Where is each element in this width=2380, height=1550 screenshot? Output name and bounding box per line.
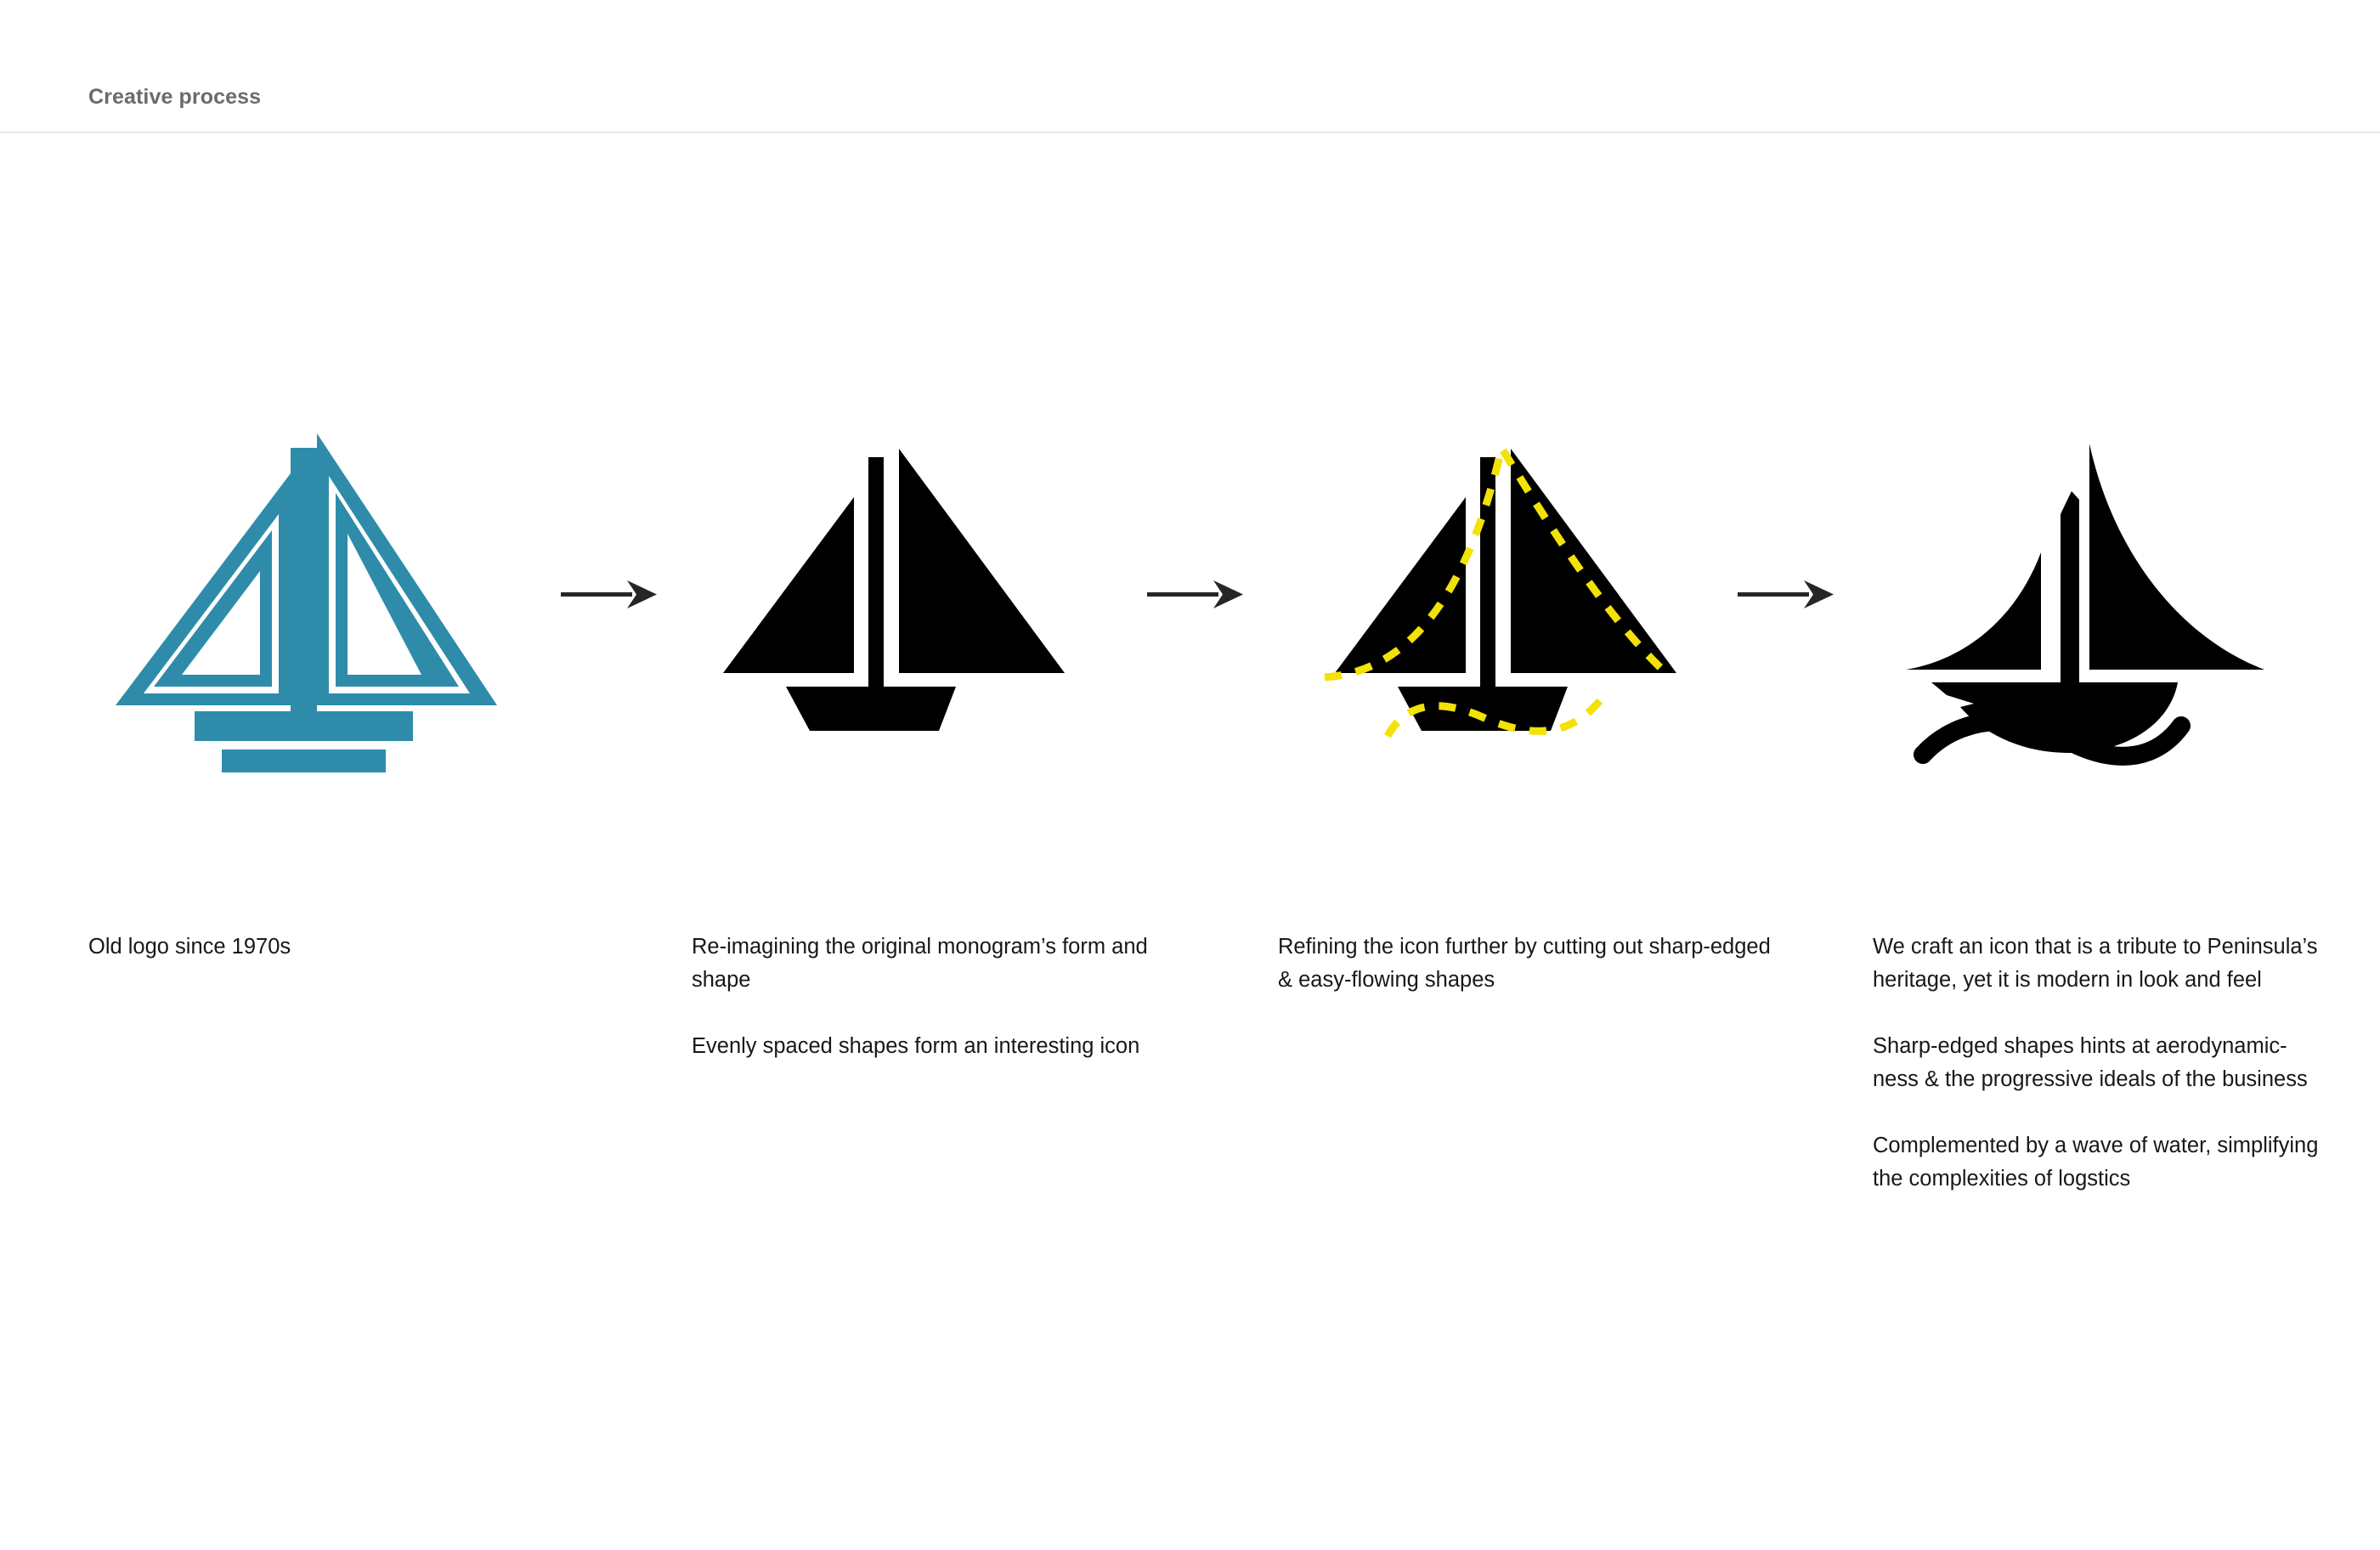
- old-peninsula-monogram-logo: [110, 425, 501, 782]
- caption-paragraph: Old logo since 1970s: [88, 935, 291, 959]
- arrow-glyph: [1738, 580, 1834, 608]
- caption-column-step-1: [88, 931, 615, 964]
- final-sailboat-icon-with-wave: [1899, 425, 2298, 790]
- caption-paragraph: We craft an icon that is a tribute to Peninsula’s heritage, yet it is modern in look and feel: [1873, 935, 2318, 992]
- left-sail: [1906, 552, 2041, 670]
- mast: [291, 448, 317, 728]
- left-sail: [1335, 497, 1466, 673]
- progress-arrow-right: [1147, 574, 1245, 615]
- progress-arrow-right: [561, 574, 659, 615]
- right-sail: [1511, 449, 1676, 673]
- caption-column-step-4: [1873, 931, 2332, 1196]
- caption-column-step-3: [1278, 931, 1788, 997]
- caption-paragraph: Re-imagining the original monogram’s form and shape: [692, 935, 1148, 992]
- mast: [2061, 491, 2079, 695]
- arrow-glyph: [561, 580, 657, 608]
- hull: [786, 687, 956, 731]
- final-icon-shapes: [1906, 444, 2264, 753]
- right-triangle-inner: [336, 493, 459, 687]
- black-sailboat-icon-straight-sails: [701, 425, 1083, 782]
- sailboat-shapes: [723, 449, 1065, 731]
- base-bar-lower: [222, 750, 386, 772]
- progress-arrow-right: [1738, 574, 1835, 615]
- mast: [868, 457, 884, 691]
- caption-paragraph: Sharp-edged shapes hints at aerodynamic-ness & the progressive ideals of the business: [1873, 1034, 2308, 1091]
- caption-paragraph: Complemented by a wave of water, simplifying the complexities of logstics: [1873, 1134, 2319, 1191]
- right-sail: [2089, 444, 2264, 670]
- right-sail: [899, 449, 1065, 673]
- left-sail: [723, 497, 854, 673]
- page-title: Creative process: [88, 85, 262, 109]
- base-bar-upper: [195, 711, 413, 741]
- left-triangle-inner: [154, 530, 272, 687]
- sailboat-shapes: [1335, 449, 1676, 731]
- caption-paragraph: Refining the icon further by cutting out sharp-edged & easy-flowing shapes: [1278, 935, 1771, 992]
- black-sailboat-icon-with-yellow-cut-guides: [1313, 425, 1695, 782]
- caption-column-step-2: [692, 931, 1201, 1063]
- arrow-glyph: [1147, 580, 1243, 608]
- caption-paragraph: Evenly spaced shapes form an interesting icon: [692, 1034, 1140, 1058]
- old-logo-shapes: [116, 433, 497, 772]
